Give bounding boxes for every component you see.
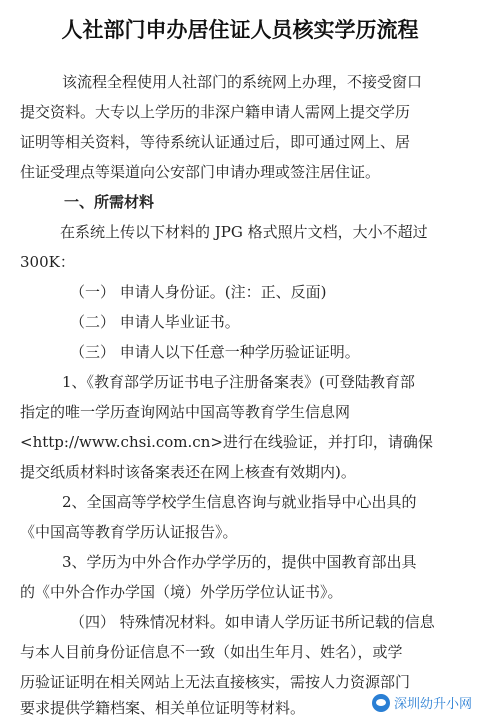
watermark — [372, 693, 472, 712]
paragraph-line: 要求提供学籍档案、相关单位证明等材料。 — [20, 699, 306, 717]
list-item: （二） 申请人毕业证书。 — [70, 313, 240, 331]
list-item: 2、全国高等学校学生信息咨询与就业指导中心出具的 — [62, 493, 417, 511]
list-item: （三） 申请人以下任意一种学历验证证明。 — [70, 343, 360, 361]
list-item: 1、《教育部学历证书电子注册备案表》(可登陆教育部 — [62, 373, 415, 391]
paragraph-line: 指定的唯一学历查询网站中国高等教育学生信息网 — [20, 403, 351, 421]
paragraph-line: 与本人目前身份证信息不一致（如出生年月、姓名），或学 — [20, 643, 403, 661]
list-item: （一） 申请人身份证。(注：正、反面) — [70, 283, 327, 301]
section-heading: 一、所需材料 — [64, 193, 155, 211]
paragraph-line: 证明等相关资料，等待系统认证通过后，即可通过网上、居 — [20, 133, 411, 151]
watermark-text: 深圳幼升小网 — [393, 697, 472, 712]
paragraph-line: <http://www.chsi.com.cn>进行在线验证，并打印，请确保 — [20, 433, 433, 451]
paragraph-line: 300K： — [20, 253, 75, 271]
list-item: 3、学历为中外合作办学学历的，提供中国教育部出具 — [62, 553, 417, 571]
wechat-icon — [372, 694, 390, 712]
paragraph-line: 住证受理点等渠道向公安部门申请办理或签注居住证。 — [20, 163, 381, 181]
paragraph-line: 历验证证明在相关网站上无法直接核实，需按人力资源部门 — [20, 673, 411, 691]
paragraph-line: 提交资料。大专以上学历的非深户籍申请人需网上提交学历 — [20, 103, 411, 121]
paragraph-line: 提交纸质材料时该备案表还在网上核查有效期内)。 — [20, 463, 356, 481]
paragraph-line: 在系统上传以下材料的 JPG 格式照片文档，大小不超过 — [60, 223, 428, 241]
paragraph-line: 《中国高等教育学历认证报告》。 — [20, 523, 238, 541]
paragraph-line: 的《中外合作办学国（境）外学历学位认证书》。 — [20, 583, 343, 601]
list-item: （四） 特殊情况材料。如申请人学历证书所记载的信息 — [70, 613, 435, 631]
paragraph-line: 该流程全程使用人社部门的系统网上办理，不接受窗口 — [62, 73, 423, 91]
document-title: 人社部门申办居住证人员核实学历流程 — [61, 18, 419, 42]
